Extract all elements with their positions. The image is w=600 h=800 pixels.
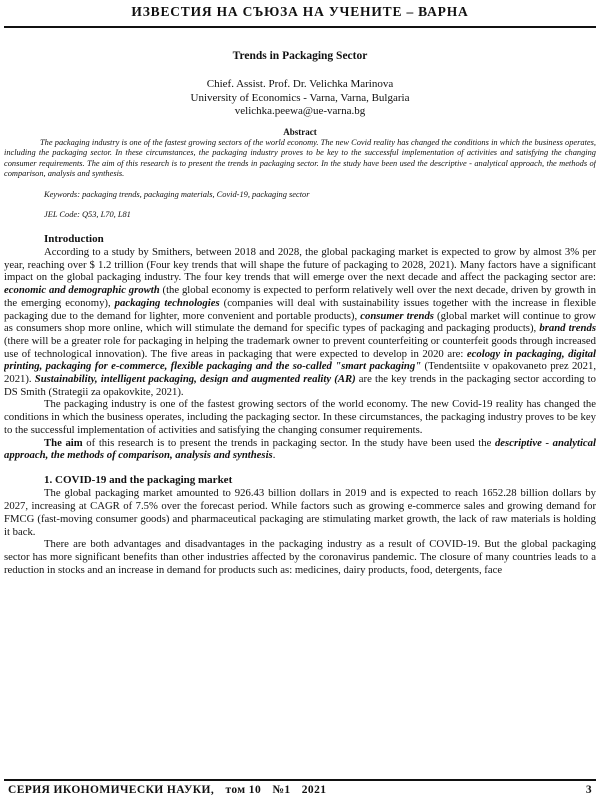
emphasis-packaging-technologies: packaging technologies <box>114 296 220 309</box>
intro-paragraph-1: According to a study by Smithers, between 2018 and 2028, the global packaging market is expected to grow by almost 3% per year, reaching over $ 1.2 trillion (Four key trends that will shape the future of packaging to 2028, 2021). Many factors have a significant impact on the global packaging industry. The four key trends that will emerge over the next decade and affect the packaging sector are: economic and demographic growth (the global economy is expected to perform relatively well over the next decade, driven by growth in the emerging economy), packaging technologies (companies will deal with sustainability issues together with the increase in flexible packaging due to the demand for lighter, more convenient and portable products), consumer trends (global market will continue to grow as consumers shop more online, which will stimulate the demand for specific types of packaging and packaging products), brand trends (there will be a greater role for packaging in helping the trademark owner to prevent counterfeiting or counterfeit goods through increased use of technological innovation). The five areas in packaging that were expected to develop in 2020 are: ecology in packaging, digital printing, packaging for e-commerce, flexible packaging and the so-called "smart packaging" (Tendentsiite v opakovaneto prez 2021, 2021). Sustainability, intelligent packaging, design and augmented reality (AR) are the key trends in the packaging sector according to DS Smith (Strategii za opakovkite, 2021). <box>4 246 596 398</box>
section-1-paragraph-1: The global packaging market amounted to 926.43 billion dollars in 2019 and is expected to reach 1652.28 billion dollars by 2027, increasing at CAGR of 7.5% over the forecast period. While factors such as growing e-commerce sales and growing demand for FMCG (fast-moving consumer goods) and pharmaceutical packaging are stimulating market growth, the lack of raw materials is holding it back. <box>4 487 596 538</box>
author-affiliation: University of Economics - Varna, Varna, Bulgaria <box>190 91 410 104</box>
footer-series: СЕРИЯ ИКОНОМИЧЕСКИ НАУКИ, <box>8 784 215 796</box>
intro-paragraph-2: The packaging industry is one of the fastest growing sectors of the world economy. The new Covid-19 reality has changed the conditions in which the business operates, including the packaging sector. In these circumstances, the packaging industry proves to be key to the successful implementation of activities and satisfying the changing consumer requirements. <box>4 398 596 436</box>
page-content <box>4 28 596 778</box>
journal-header: ИЗВЕСТИЯ НА СЪЮЗА НА УЧЕНИТЕ – ВАРНА <box>4 2 596 28</box>
keywords: Keywords: packaging trends, packaging materials, Covid-19, packaging sector <box>44 189 310 199</box>
jel-code: JEL Code: Q53, L70, L81 <box>44 210 131 219</box>
emphasis-economic-growth: economic and demographic growth <box>4 284 160 297</box>
emphasis-five-areas: ecology in packaging, digital printing, packaging for e-commerce, flexible packaging and the so-called "smart packaging" <box>4 347 596 373</box>
emphasis-brand-trends: brand trends <box>539 322 596 335</box>
author-email: velichka.peewa@ue-varna.bg <box>234 105 366 117</box>
abstract-text: The packaging industry is one of the fastest growing sectors of the world economy. The new Covid reality has changed the conditions in which the business operates, including the packaging sector. In these circumstances, the packaging industry proves to be key to the successful implementation of activities and satisfying the changing consumer requirements. The aim of this research is to present the trends in packaging sector. In the study have been used the descriptive - analytical approach, the methods of comparison, analysis and synthesis. <box>4 137 596 178</box>
abstract-heading: Abstract <box>283 126 317 137</box>
footer-issue: №1 <box>272 784 291 796</box>
emphasis-key-trends: Sustainability, intelligent packaging, design and augmented reality (AR) <box>34 373 356 386</box>
footer-series-info <box>8 784 334 796</box>
emphasis-consumer-trends: consumer trends <box>360 309 434 322</box>
page-number: 3 <box>585 784 592 796</box>
author-name: Chief. Assist. Prof. Dr. Velichka Marinova <box>206 78 394 90</box>
emphasis-the-aim: The aim <box>44 436 83 449</box>
paper-title: Trends in Packaging Sector <box>232 50 368 62</box>
journal-footer <box>4 779 596 799</box>
intro-paragraph-3: The aim of this research is to present the trends in packaging sector. In the study have been used the descriptive - analytical approach, the methods of comparison, analysis and synthesis. <box>4 436 596 462</box>
footer-volume: том 10 <box>225 784 262 796</box>
author-block <box>4 78 596 119</box>
introduction-heading: Introduction <box>44 232 104 245</box>
section-1-heading: 1. COVID-19 and the packaging market <box>44 473 233 486</box>
section-1-paragraph-2: There are both advantages and disadvantages in the packaging industry as a result of COVID-19. But the global packaging sector has more significant benefits than other industries affected by the coronavirus pandemic. The closure of many countries leads to a reduction in stocks and an increase in demand for products such as: medicines, dairy products, food, detergents, face <box>4 538 596 576</box>
footer-year: 2021 <box>301 784 327 796</box>
emphasis-methods: descriptive - analytical approach, the methods of comparison, analysis and synthesis <box>4 436 596 462</box>
